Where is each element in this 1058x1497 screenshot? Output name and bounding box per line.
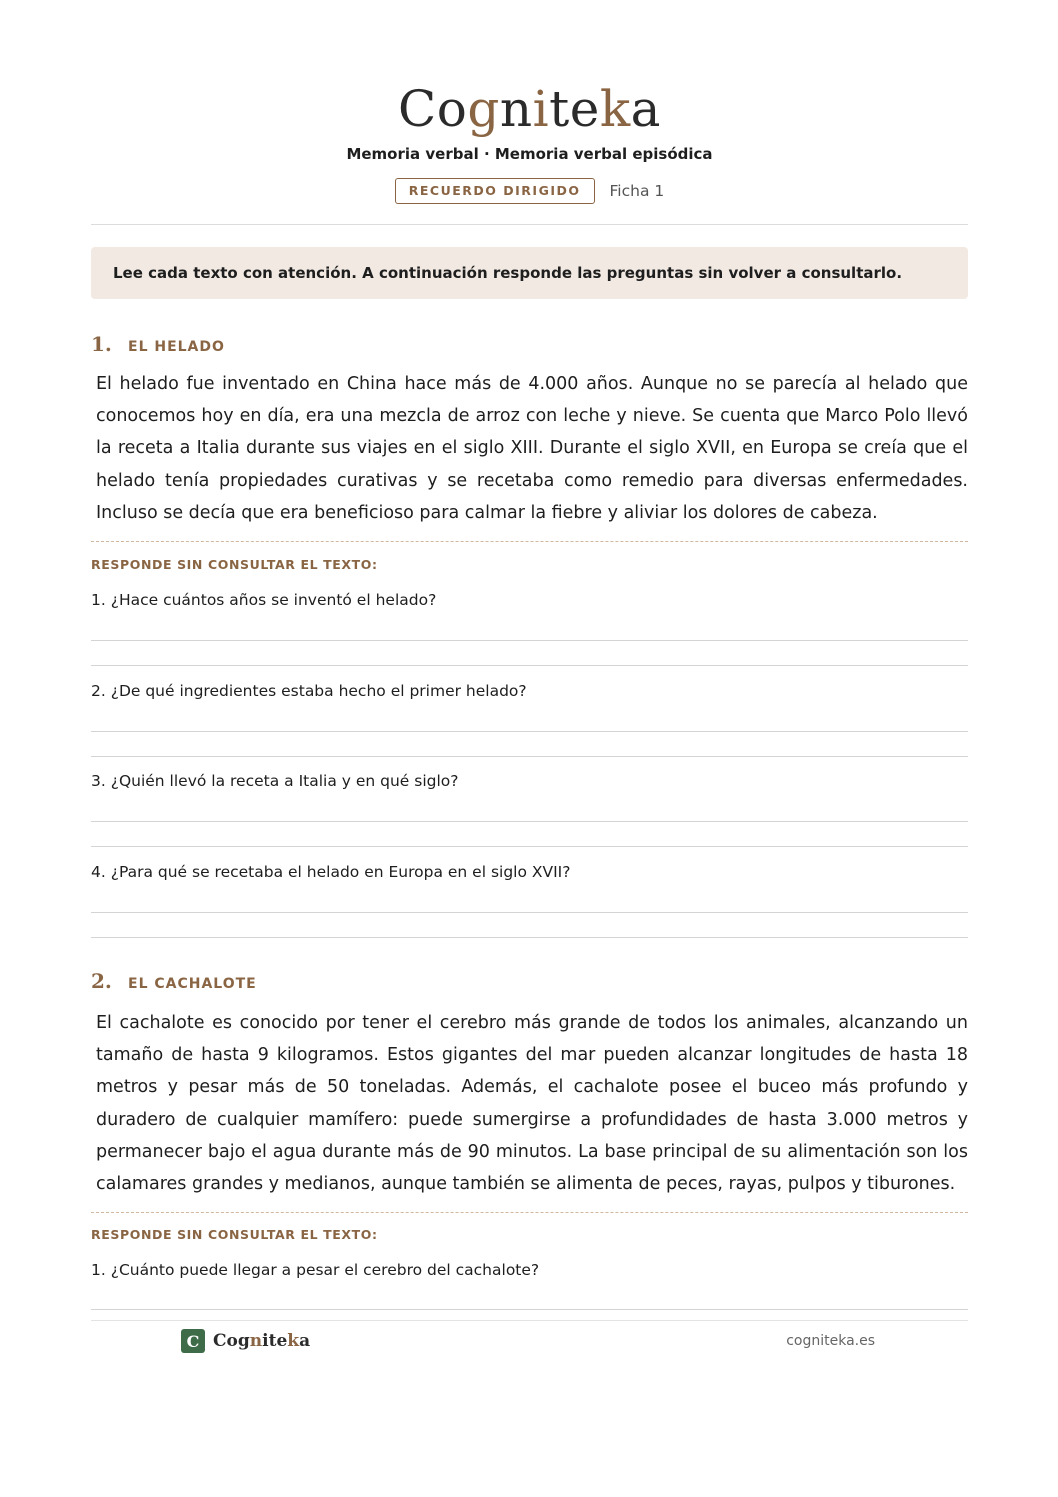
section-1-question-1: 1. ¿Hace cuántos años se inventó el helado? xyxy=(91,591,437,609)
section-2-title: EL CACHALOTE xyxy=(128,976,257,992)
footer-website-link[interactable]: cogniteka.es xyxy=(786,1333,875,1349)
section-2-passage: El cachalote es conocido por tener el cerebro más grande de todos los animales, alcanzando un tamaño de hasta 9 kilogramos. Estos gigantes del mar pueden alcanzar longitudes de hasta 18 metros y pesar más de 50 toneladas. Además, el cachalote posee el buceo más profundo y duradero de cualquier mamífero: puede sumergirse a profundidades de hasta 3.000 metros y permanecer bajo el agua durante más de 90 minutos. La base principal de su alimentación son los calamares grandes y medianos, aunque también se alimenta de peces, rayas, pulpos y tiburones. xyxy=(96,1013,968,1195)
activity-type-badge: RECUERDO DIRIGIDO xyxy=(395,178,595,204)
instructions-text: Lee cada texto con atención. A continuación responde las preguntas sin volver a consultarlo. xyxy=(113,264,903,282)
section-1-respond-label: RESPONDE SIN CONSULTAR EL TEXTO: xyxy=(91,557,378,572)
section-1-heading xyxy=(91,332,225,356)
section-1-dashed-divider xyxy=(91,541,968,542)
answer-line[interactable] xyxy=(91,731,968,732)
section-2-dashed-divider xyxy=(91,1212,968,1213)
section-2-heading xyxy=(91,969,257,993)
section-2-question-1: 1. ¿Cuánto puede llegar a pesar el cerebro del cachalote? xyxy=(91,1261,540,1279)
section-1-question-2: 2. ¿De qué ingredientes estaba hecho el primer helado? xyxy=(91,682,527,700)
answer-line[interactable] xyxy=(91,640,968,641)
section-1-question-4: 4. ¿Para qué se recetaba el helado en Europa en el siglo XVII? xyxy=(91,863,571,881)
answer-line[interactable] xyxy=(91,846,968,847)
section-2-respond-label: RESPONDE SIN CONSULTAR EL TEXTO: xyxy=(91,1227,378,1242)
footer-divider xyxy=(91,1320,968,1321)
footer-logo-badge-icon: C xyxy=(181,1329,205,1353)
sheet-number: Ficha 1 xyxy=(609,182,665,200)
answer-line[interactable] xyxy=(91,1309,968,1310)
instructions-box xyxy=(91,247,968,299)
answer-line[interactable] xyxy=(91,756,968,757)
header-divider xyxy=(91,224,968,225)
header-tag-row xyxy=(91,178,968,204)
section-1-title: EL HELADO xyxy=(128,339,225,355)
header-logo: Cogniteka xyxy=(398,80,661,138)
section-1-passage: El helado fue inventado en China hace más de 4.000 años. Aunque no se parecía al helado que conocemos hoy en día, era una mezcla de arroz con leche y nieve. Se cuenta que Marco Polo llevó la receta a Italia durante sus viajes en el siglo XIII. Durante el siglo XVII, en Europa se creía que el helado tenía propiedades curativas y se recetaba como remedio para diversas enfermedades. Incluso se decía que era beneficioso para calmar la fiebre y aliviar los dolores de cabeza. xyxy=(96,374,968,523)
section-1-number: 1. xyxy=(91,332,112,356)
answer-line[interactable] xyxy=(91,665,968,666)
answer-line[interactable] xyxy=(91,937,968,938)
footer-brand xyxy=(181,1329,310,1353)
answer-line[interactable] xyxy=(91,912,968,913)
answer-line[interactable] xyxy=(91,821,968,822)
footer-logo: Cogniteka xyxy=(213,1331,311,1351)
section-2-number: 2. xyxy=(91,969,112,993)
header-subtitle: Memoria verbal · Memoria verbal episódica xyxy=(346,145,713,163)
section-1-question-3: 3. ¿Quién llevó la receta a Italia y en qué siglo? xyxy=(91,772,459,790)
